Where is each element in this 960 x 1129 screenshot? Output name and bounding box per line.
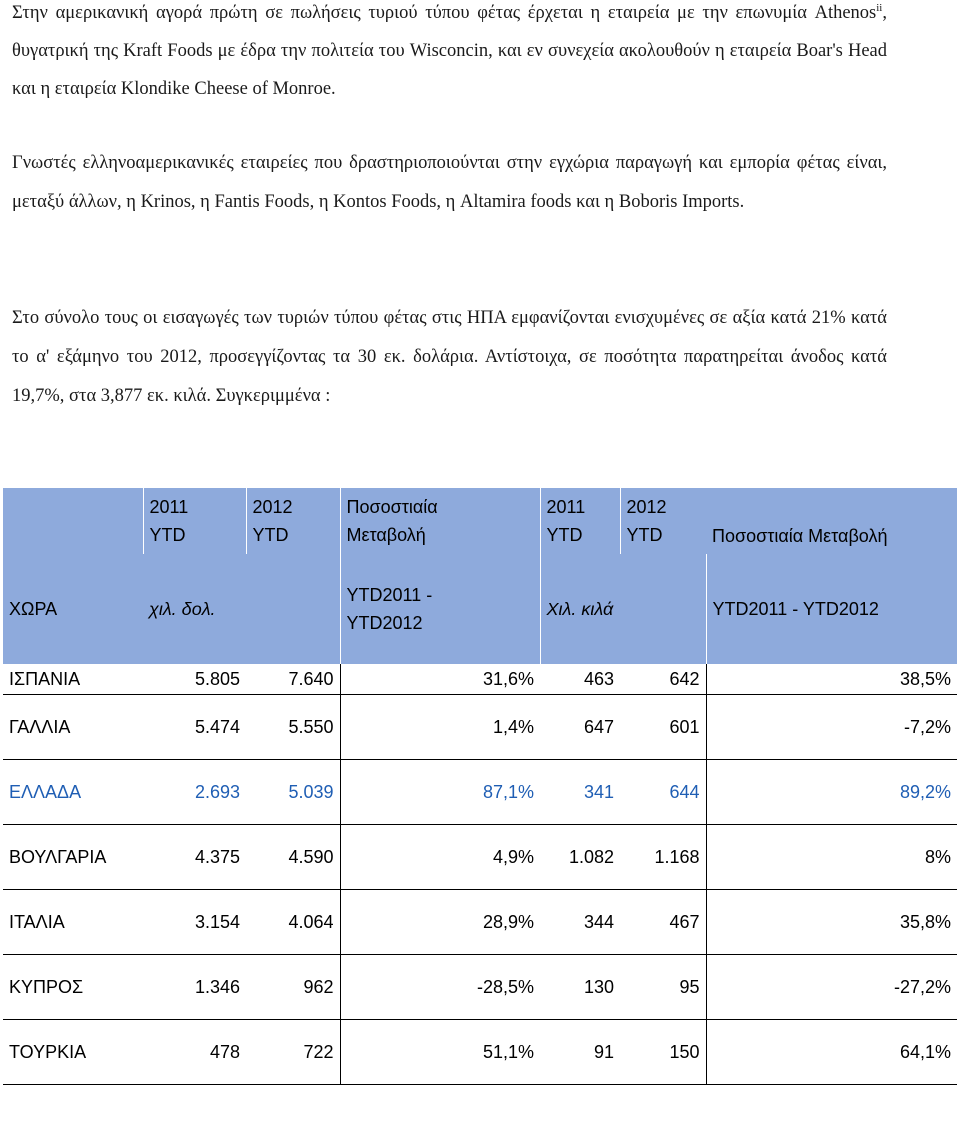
table-row — [3, 890, 957, 955]
cell-country: ΙΤΑΛΙΑ — [3, 890, 143, 955]
header-value-2011: 2011 YTD — [143, 488, 246, 554]
cell-qty-change: -7,2% — [706, 695, 957, 760]
cell-qty-change: 8% — [706, 825, 957, 890]
header-country: ΧΩΡΑ — [3, 554, 143, 664]
cell-qty-2011: 1.082 — [540, 825, 620, 890]
cell-country: ΤΟΥΡΚΙΑ — [3, 1020, 143, 1085]
paragraph-market-leaders — [12, 0, 887, 108]
table-subheader-row — [3, 554, 957, 664]
cell-value-change: 1,4% — [340, 695, 540, 760]
feta-imports-table — [3, 488, 957, 1085]
cell-value-change: 28,9% — [340, 890, 540, 955]
cell-qty-change: 38,5% — [706, 664, 957, 695]
table-header-row — [3, 488, 957, 554]
cell-qty-2011: 647 — [540, 695, 620, 760]
header-cell-empty — [3, 488, 143, 554]
table-row — [3, 760, 957, 825]
cell-qty-2012: 644 — [620, 760, 706, 825]
cell-qty-2012: 95 — [620, 955, 706, 1020]
paragraph-text: , θυγατρική της Kraft Foods με έδρα την πολιτεία του Wisconcin, και εν συνεχεία ακολουθούν η εταιρεία Boar's Head και η εταιρεία Klondike Cheese of Monroe. — [12, 3, 887, 99]
cell-country: ΚΥΠΡΟΣ — [3, 955, 143, 1020]
footnote-marker: ii — [876, 1, 883, 14]
cell-value-2011: 5.805 — [143, 664, 246, 695]
cell-qty-change: -27,2% — [706, 955, 957, 1020]
header-qty-2011: 2011 YTD — [540, 488, 620, 554]
cell-qty-2012: 1.168 — [620, 825, 706, 890]
header-value-change-period: YTD2011 - YTD2012 — [340, 554, 540, 664]
cell-qty-2011: 130 — [540, 955, 620, 1020]
table-row — [3, 1020, 957, 1085]
header-value-2012: 2012 YTD — [246, 488, 340, 554]
cell-country: ΒΟΥΛΓΑΡΙΑ — [3, 825, 143, 890]
cell-qty-2012: 150 — [620, 1020, 706, 1085]
cell-qty-2012: 467 — [620, 890, 706, 955]
cell-value-2011: 478 — [143, 1020, 246, 1085]
header-qty-2012: 2012 YTD — [620, 488, 706, 554]
table-row — [3, 955, 957, 1020]
cell-qty-change: 64,1% — [706, 1020, 957, 1085]
cell-qty-2011: 91 — [540, 1020, 620, 1085]
cell-qty-2011: 341 — [540, 760, 620, 825]
cell-value-change: 31,6% — [340, 664, 540, 695]
cell-value-2012: 4.590 — [246, 825, 340, 890]
cell-country: ΕΛΛΑΔΑ — [3, 760, 143, 825]
cell-value-2012: 5.039 — [246, 760, 340, 825]
cell-value-2011: 1.346 — [143, 955, 246, 1020]
table-row — [3, 695, 957, 760]
cell-qty-2012: 642 — [620, 664, 706, 695]
cell-qty-2011: 463 — [540, 664, 620, 695]
cell-value-2012: 722 — [246, 1020, 340, 1085]
cell-value-change: 51,1% — [340, 1020, 540, 1085]
header-qty-unit: Χιλ. κιλά — [540, 554, 706, 664]
table-row — [3, 825, 957, 890]
cell-country: ΓΑΛΛΙΑ — [3, 695, 143, 760]
cell-qty-change: 89,2% — [706, 760, 957, 825]
cell-value-2012: 4.064 — [246, 890, 340, 955]
cell-value-2012: 7.640 — [246, 664, 340, 695]
cell-value-2011: 4.375 — [143, 825, 246, 890]
cell-value-2012: 5.550 — [246, 695, 340, 760]
cell-value-change: -28,5% — [340, 955, 540, 1020]
cell-value-change: 87,1% — [340, 760, 540, 825]
cell-value-2012: 962 — [246, 955, 340, 1020]
paragraph-greek-american-companies: Γνωστές ελληνοαμερικανικές εταιρείες που δραστηριοποιούνται στην εγχώρια παραγωγή και εμπορία φέτας είναι, μεταξύ άλλων, η Krinos, η Fantis Foods, η Kontos Foods, η Altamira foods και η Boboris Imports. — [12, 153, 887, 212]
table-row — [3, 664, 957, 695]
cell-qty-2011: 344 — [540, 890, 620, 955]
cell-value-change: 4,9% — [340, 825, 540, 890]
header-qty-change: Ποσοστιαία Μεταβολή — [706, 488, 957, 554]
cell-qty-change: 35,8% — [706, 890, 957, 955]
cell-value-2011: 5.474 — [143, 695, 246, 760]
cell-country: ΙΣΠΑΝΙΑ — [3, 664, 143, 695]
paragraph-imports-summary: Στο σύνολο τους οι εισαγωγές των τυριών τύπου φέτας στις ΗΠΑ εμφανίζονται ενισχυμένες σε αξία κατά 21% κατά το α' εξάμηνο του 2012, προσεγγίζοντας τα 30 εκ. δολάρια. Αντίστοιχα, σε ποσότητα παρατηρείται άνοδος κατά 19,7%, στα 3,877 εκ. κιλά. Συγκεριμμένα : — [12, 308, 887, 406]
header-value-unit: χιλ. δολ. — [143, 554, 340, 664]
paragraph-text: Στην αμερικανική αγορά πρώτη σε πωλήσεις τυριού τύπου φέτας έρχεται η εταιρεία με την επωνυμία Athenos — [12, 3, 877, 23]
header-value-change: Ποσοστιαία Μεταβολή — [340, 488, 540, 554]
cell-qty-2012: 601 — [620, 695, 706, 760]
table-body — [3, 664, 957, 1085]
cell-value-2011: 3.154 — [143, 890, 246, 955]
cell-value-2011: 2.693 — [143, 760, 246, 825]
header-qty-change-period: YTD2011 - YTD2012 — [706, 554, 957, 664]
